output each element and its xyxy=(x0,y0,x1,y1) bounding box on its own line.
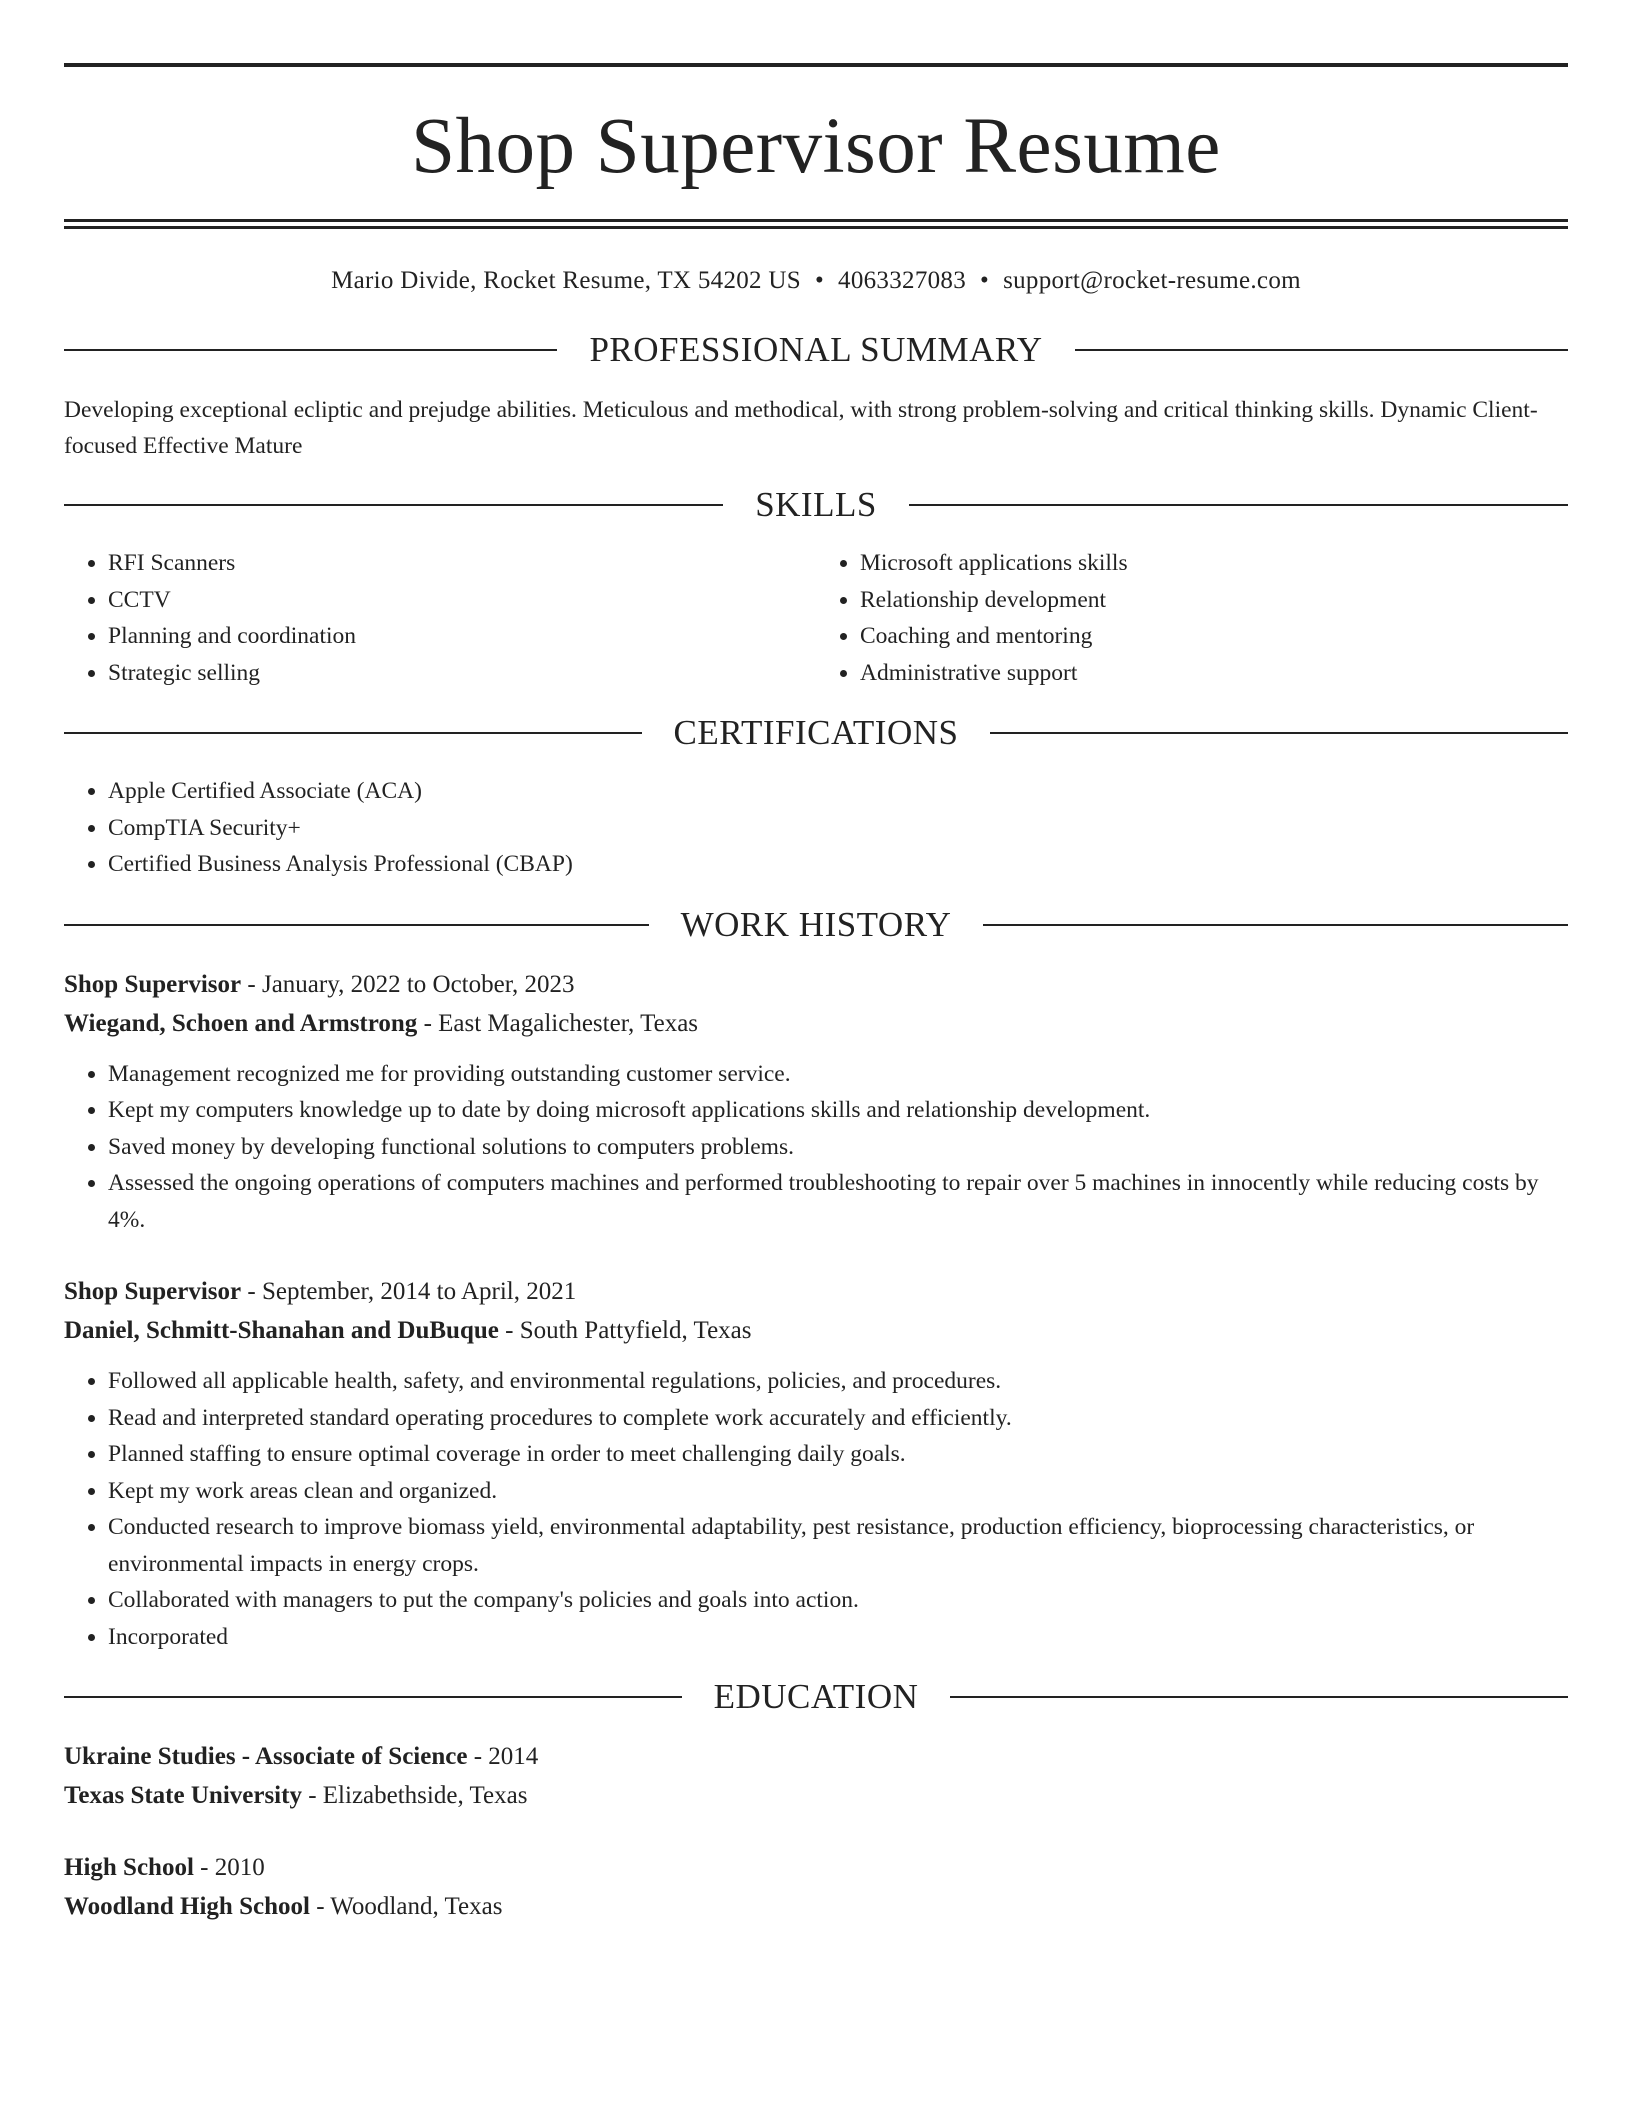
contact-separator: • xyxy=(814,267,825,294)
resume-title: Shop Supervisor Resume xyxy=(411,103,1221,190)
education-degree: Ukraine Studies - Associate of Science xyxy=(64,1743,468,1770)
education-degree: High School xyxy=(64,1854,194,1881)
education-school: Texas State University xyxy=(64,1782,302,1809)
job-bullet: • Read and interpreted standard operating procedures to complete work accurately and efficiently. xyxy=(108,1400,1568,1437)
top-rule xyxy=(64,63,1568,67)
skill-item: • CCTV xyxy=(108,582,816,619)
education-entry xyxy=(64,1737,1568,1815)
job-location: - South Pattyfield, Texas xyxy=(498,1317,752,1344)
heading-rule-right xyxy=(983,924,1568,926)
contact-phone: 4063327083 xyxy=(838,267,967,294)
job-bullets xyxy=(64,1056,1568,1239)
job-title: Shop Supervisor xyxy=(64,1278,242,1305)
education-degree-line xyxy=(64,1737,1568,1776)
job-bullets xyxy=(64,1363,1568,1655)
job-bullet: • Kept my computers knowledge up to date by doing microsoft applications skills and relationship development. xyxy=(108,1092,1568,1129)
job-location: - East Magalichester, Texas xyxy=(417,1009,699,1037)
certification-item: • CompTIA Security+ xyxy=(108,810,1568,847)
contact-separator: • xyxy=(980,267,990,294)
section-title: EDUCATION xyxy=(713,1677,919,1716)
education-location: - Elizabethside, Texas xyxy=(301,1782,528,1809)
summary-text: Developing exceptional ecliptic and prejudge abilities. Meticulous and methodical, with strong problem-solving and critical thinking skills. Dynamic Client-focused Effective Mature xyxy=(64,397,1538,459)
heading-rule-left xyxy=(64,349,557,351)
section-title: SKILLS xyxy=(755,485,877,524)
title-double-rule xyxy=(64,219,1568,229)
certifications-list xyxy=(64,773,1568,883)
job-entry xyxy=(64,1272,1568,1655)
heading-rule-left xyxy=(64,504,723,506)
heading-rule-right xyxy=(990,732,1568,734)
contact-address: Mario Divide, Rocket Resume, TX 54202 US xyxy=(331,267,801,294)
resume-page xyxy=(64,0,1568,1926)
job-bullet: • Collaborated with managers to put the company's policies and goals into action. xyxy=(108,1582,1568,1619)
skill-item: • Strategic selling xyxy=(108,655,816,692)
skill-item: • Coaching and mentoring xyxy=(860,618,1568,655)
skills-columns xyxy=(64,545,1568,691)
section-heading-certifications xyxy=(64,713,1568,753)
certification-item: • Certified Business Analysis Professional (CBAP) xyxy=(108,846,1568,883)
job-bullet: • Assessed the ongoing operations of computers machines and performed troubleshooting to repair over 5 machines in innocently while reducing costs by 4%. xyxy=(108,1165,1568,1238)
skill-item: • RFI Scanners xyxy=(108,545,816,582)
job-bullet: • Management recognized me for providing outstanding customer service. xyxy=(108,1056,1568,1093)
job-bullet: • Saved money by developing functional solutions to computers problems. xyxy=(108,1129,1568,1166)
job-bullet: • Conducted research to improve biomass yield, environmental adaptability, pest resistance, production efficiency, bioprocessing characteristics, or environmental impacts in energy crops. xyxy=(108,1509,1568,1582)
job-dates: - September, 2014 to April, 2021 xyxy=(241,1278,577,1305)
certification-item: • Apple Certified Associate (ACA) xyxy=(108,773,1568,810)
job-title-line xyxy=(64,965,1568,1004)
skill-item: • Relationship development xyxy=(860,582,1568,619)
heading-rule-left xyxy=(64,732,642,734)
skill-item: • Planning and coordination xyxy=(108,618,816,655)
job-company-line xyxy=(64,1004,1568,1043)
section-title: CERTIFICATIONS xyxy=(673,713,959,752)
heading-rule-right xyxy=(909,504,1568,506)
skills-list-left xyxy=(64,545,816,691)
contact-line xyxy=(64,265,1568,297)
heading-rule-right xyxy=(950,1696,1568,1698)
job-company: Daniel, Schmitt-Shanahan and DuBuque xyxy=(64,1317,499,1344)
education-degree-line xyxy=(64,1848,1568,1887)
education-year: - 2014 xyxy=(467,1743,539,1770)
job-company: Wiegand, Schoen and Armstrong xyxy=(64,1009,418,1037)
job-bullet: • Followed all applicable health, safety, and environmental regulations, policies, and procedures. xyxy=(108,1363,1568,1400)
job-dates: - January, 2022 to October, 2023 xyxy=(241,970,575,998)
education-school: Woodland High School xyxy=(64,1893,310,1920)
heading-rule-right xyxy=(1075,349,1568,351)
job-bullet: • Kept my work areas clean and organized. xyxy=(108,1473,1568,1510)
job-company-line xyxy=(64,1311,1568,1350)
job-bullet: • Incorporated xyxy=(108,1619,1568,1656)
heading-rule-left xyxy=(64,1696,682,1698)
education-location: - Woodland, Texas xyxy=(309,1893,503,1920)
section-title: PROFESSIONAL SUMMARY xyxy=(589,330,1043,369)
job-entry xyxy=(64,965,1568,1239)
skill-item: • Administrative support xyxy=(860,655,1568,692)
education-school-line xyxy=(64,1776,1568,1815)
skills-list-right xyxy=(816,545,1568,691)
section-heading-skills xyxy=(64,485,1568,525)
section-heading-work-history xyxy=(64,905,1568,945)
job-title: Shop Supervisor xyxy=(64,970,242,998)
skill-item: • Microsoft applications skills xyxy=(860,545,1568,582)
section-heading-education xyxy=(64,1677,1568,1717)
education-year: - 2010 xyxy=(193,1854,265,1881)
section-title: WORK HISTORY xyxy=(680,904,952,944)
heading-rule-left xyxy=(64,924,649,926)
job-bullet: • Planned staffing to ensure optimal coverage in order to meet challenging daily goals. xyxy=(108,1436,1568,1473)
education-school-line xyxy=(64,1887,1568,1926)
section-heading-summary xyxy=(64,330,1568,370)
education-entry xyxy=(64,1848,1568,1926)
contact-email: support@rocket-resume.com xyxy=(1003,267,1301,294)
job-title-line xyxy=(64,1272,1568,1311)
